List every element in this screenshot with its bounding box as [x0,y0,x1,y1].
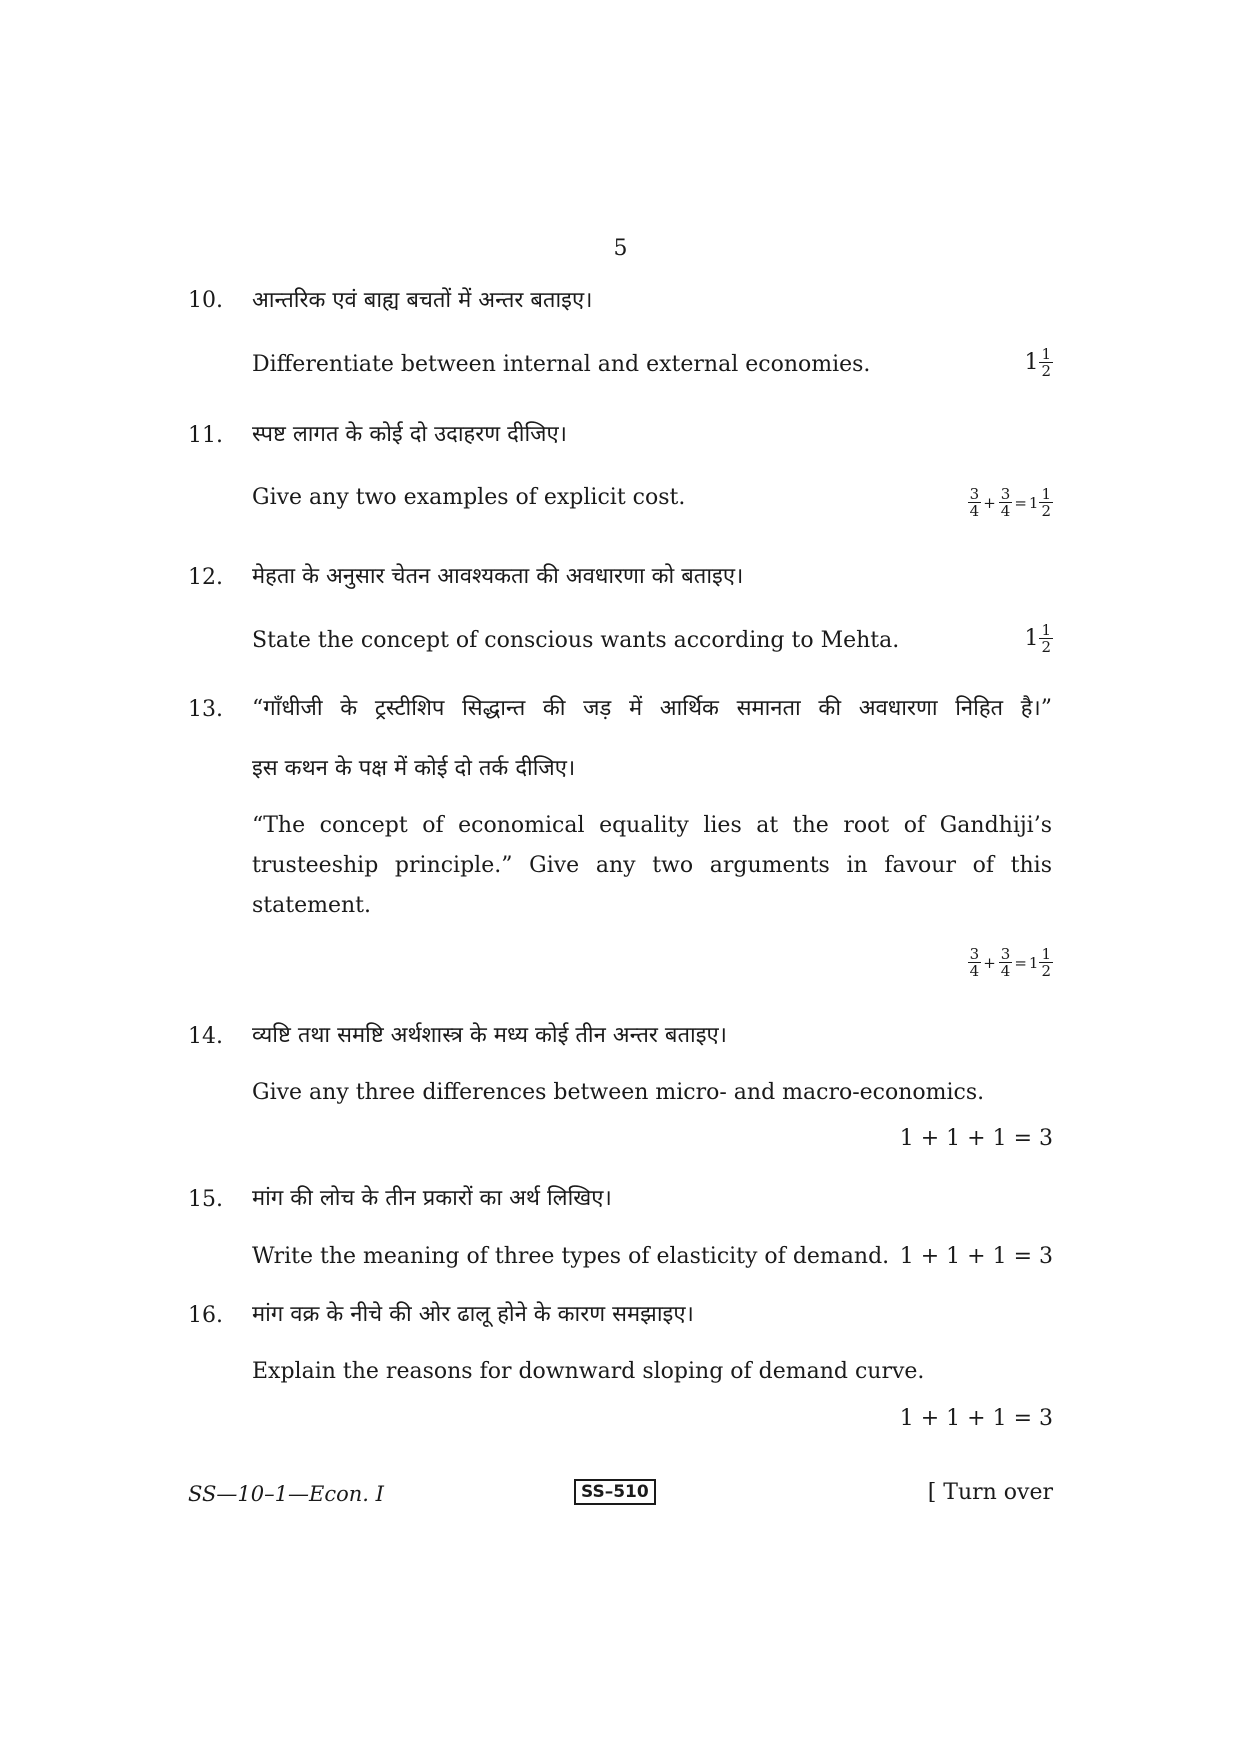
question-text-hindi: मांग की लोच के तीन प्रकारों का अर्थ लिखिए। [252,1186,612,1211]
question-number: 11. [188,423,223,448]
question-number: 13. [188,697,223,722]
marks: 1 + 1 + 1 = 3 [899,1244,1053,1269]
question-text-hindi: “गाँधीजी के ट्रस्टीशिप सिद्धान्त की जड़ में आर्थिक समानता की अवधारणा निहित है।” [252,696,1052,721]
text-line: “The concept of economical equality lies at the root of Gandhiji’s [252,813,1052,838]
question-text-english: Write the meaning of three types of elasticity of demand. [252,1244,890,1269]
question-number: 16. [188,1303,223,1328]
text-line: statement. [252,893,371,918]
question-text-english: Explain the reasons for downward sloping of demand curve. [252,1359,925,1384]
marks: 1 $\frac{1}{2}$ [1024,621,1051,656]
question-text-english: Give any two examples of explicit cost. [252,485,686,510]
marks: $\frac{3}{4}$ + $\frac{3}{4}$ = 1 $\frac{1}{2}$ [969,485,1051,520]
turn-over-label: [ Turn over [927,1480,1053,1505]
question-text-english: State the concept of conscious wants according to Mehta. [252,628,900,653]
footer-code: SS—10–1—Econ. I [188,1482,384,1506]
question-text-english [252,806,1052,926]
question-number: 14. [188,1024,223,1049]
question-text-hindi: मेहता के अनुसार चेतन आवश्यकता की अवधारणा को बताइए। [252,564,744,589]
question-text-hindi: स्पष्ट लागत के कोई दो उदाहरण दीजिए। [252,422,568,447]
marks: 1 + 1 + 1 = 3 [899,1406,1053,1431]
question-number: 12. [188,565,223,590]
question-text-hindi: आन्तरिक एवं बाह्य बचतों में अन्तर बताइए। [252,288,593,313]
question-number: 15. [188,1187,223,1212]
question-text-english: Differentiate between internal and external economies. [252,352,871,377]
question-text-hindi: व्यष्टि तथा समष्टि अर्थशास्त्र के मध्य कोई तीन अन्तर बताइए। [252,1023,728,1048]
question-text-hindi: इस कथन के पक्ष में कोई दो तर्क दीजिए। [252,756,576,781]
question-text-english: Give any three differences between micro- and macro-economics. [252,1080,985,1105]
page-number: 5 [613,236,628,261]
marks: 1 $\frac{1}{2}$ [1024,345,1051,380]
marks: 1 + 1 + 1 = 3 [899,1126,1053,1151]
question-text-hindi: मांग वक्र के नीचे की ओर ढालू होने के कारण समझाइए। [252,1302,694,1327]
marks: $\frac{3}{4}$ + $\frac{3}{4}$ = 1 $\frac{1}{2}$ [969,945,1051,980]
paper-code-box: SS–510 [574,1479,656,1505]
text-line: trusteeship principle.” Give any two arguments in favour of this [252,853,1052,878]
question-number: 10. [188,288,223,313]
